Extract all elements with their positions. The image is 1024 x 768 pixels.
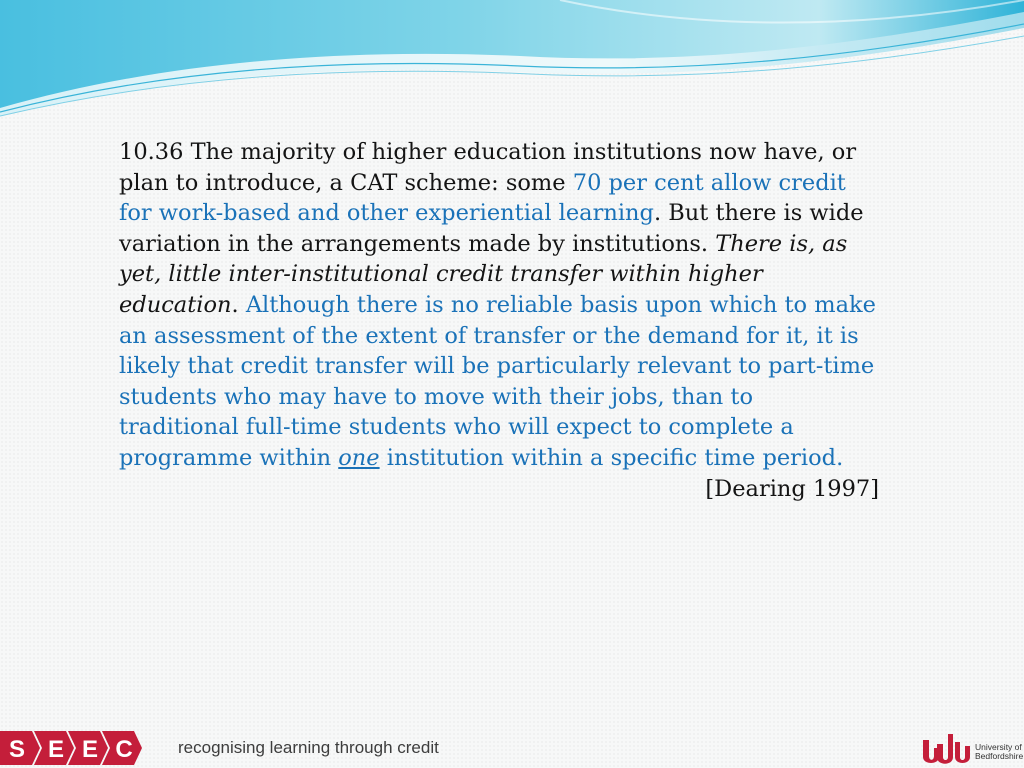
quote-text-highlight-end: institution within a specific time period. [379,444,844,471]
seec-logo-letter-e1: E [47,736,65,763]
quote-block [119,137,879,504]
quote-citation: [Dearing 1997] [705,475,879,502]
quote-text-emphasis-one: one [338,444,380,471]
footer-tagline: recognising learning through credit [178,738,439,757]
university-logo-mark-icon [920,730,972,766]
seec-logo-letter-s: S [8,736,26,763]
quote-text-period: . [231,291,246,318]
seec-logo-letter-e2: E [81,736,99,763]
seec-logo [0,728,150,768]
university-name-line2: Bedfordshire [975,751,1024,761]
footer [0,728,1024,768]
quote-paragraph [119,137,879,474]
university-logo [920,728,1024,768]
university-name [975,743,1023,761]
quote-text-intro: 10.36 The majority of higher education institutions now have, or plan to introduce, a CAT scheme: some [119,139,857,196]
quote-text-italic-transfer: There is, as yet, little inter-institutional credit transfer within higher education [119,230,848,318]
quote-text-highlight-credit: 70 per cent allow credit for work-based and other experiential learning [119,169,846,227]
university-name-line1: University of [975,742,1022,752]
seec-logo-letter-c: C [115,736,133,763]
header-wave-decoration [0,0,1024,120]
quote-text-highlight-assessment: Although there is no reliable basis upon which to make an assessment of the extent of transfer or the demand for it, it is likely that credit transfer will be particularly relevant to part-time students who may have to move with their jobs, than to traditional full-time students who will expect to complete a programme within [119,291,876,471]
quote-text-variation: . But there is wide variation in the arrangements made by institutions. [119,200,864,257]
